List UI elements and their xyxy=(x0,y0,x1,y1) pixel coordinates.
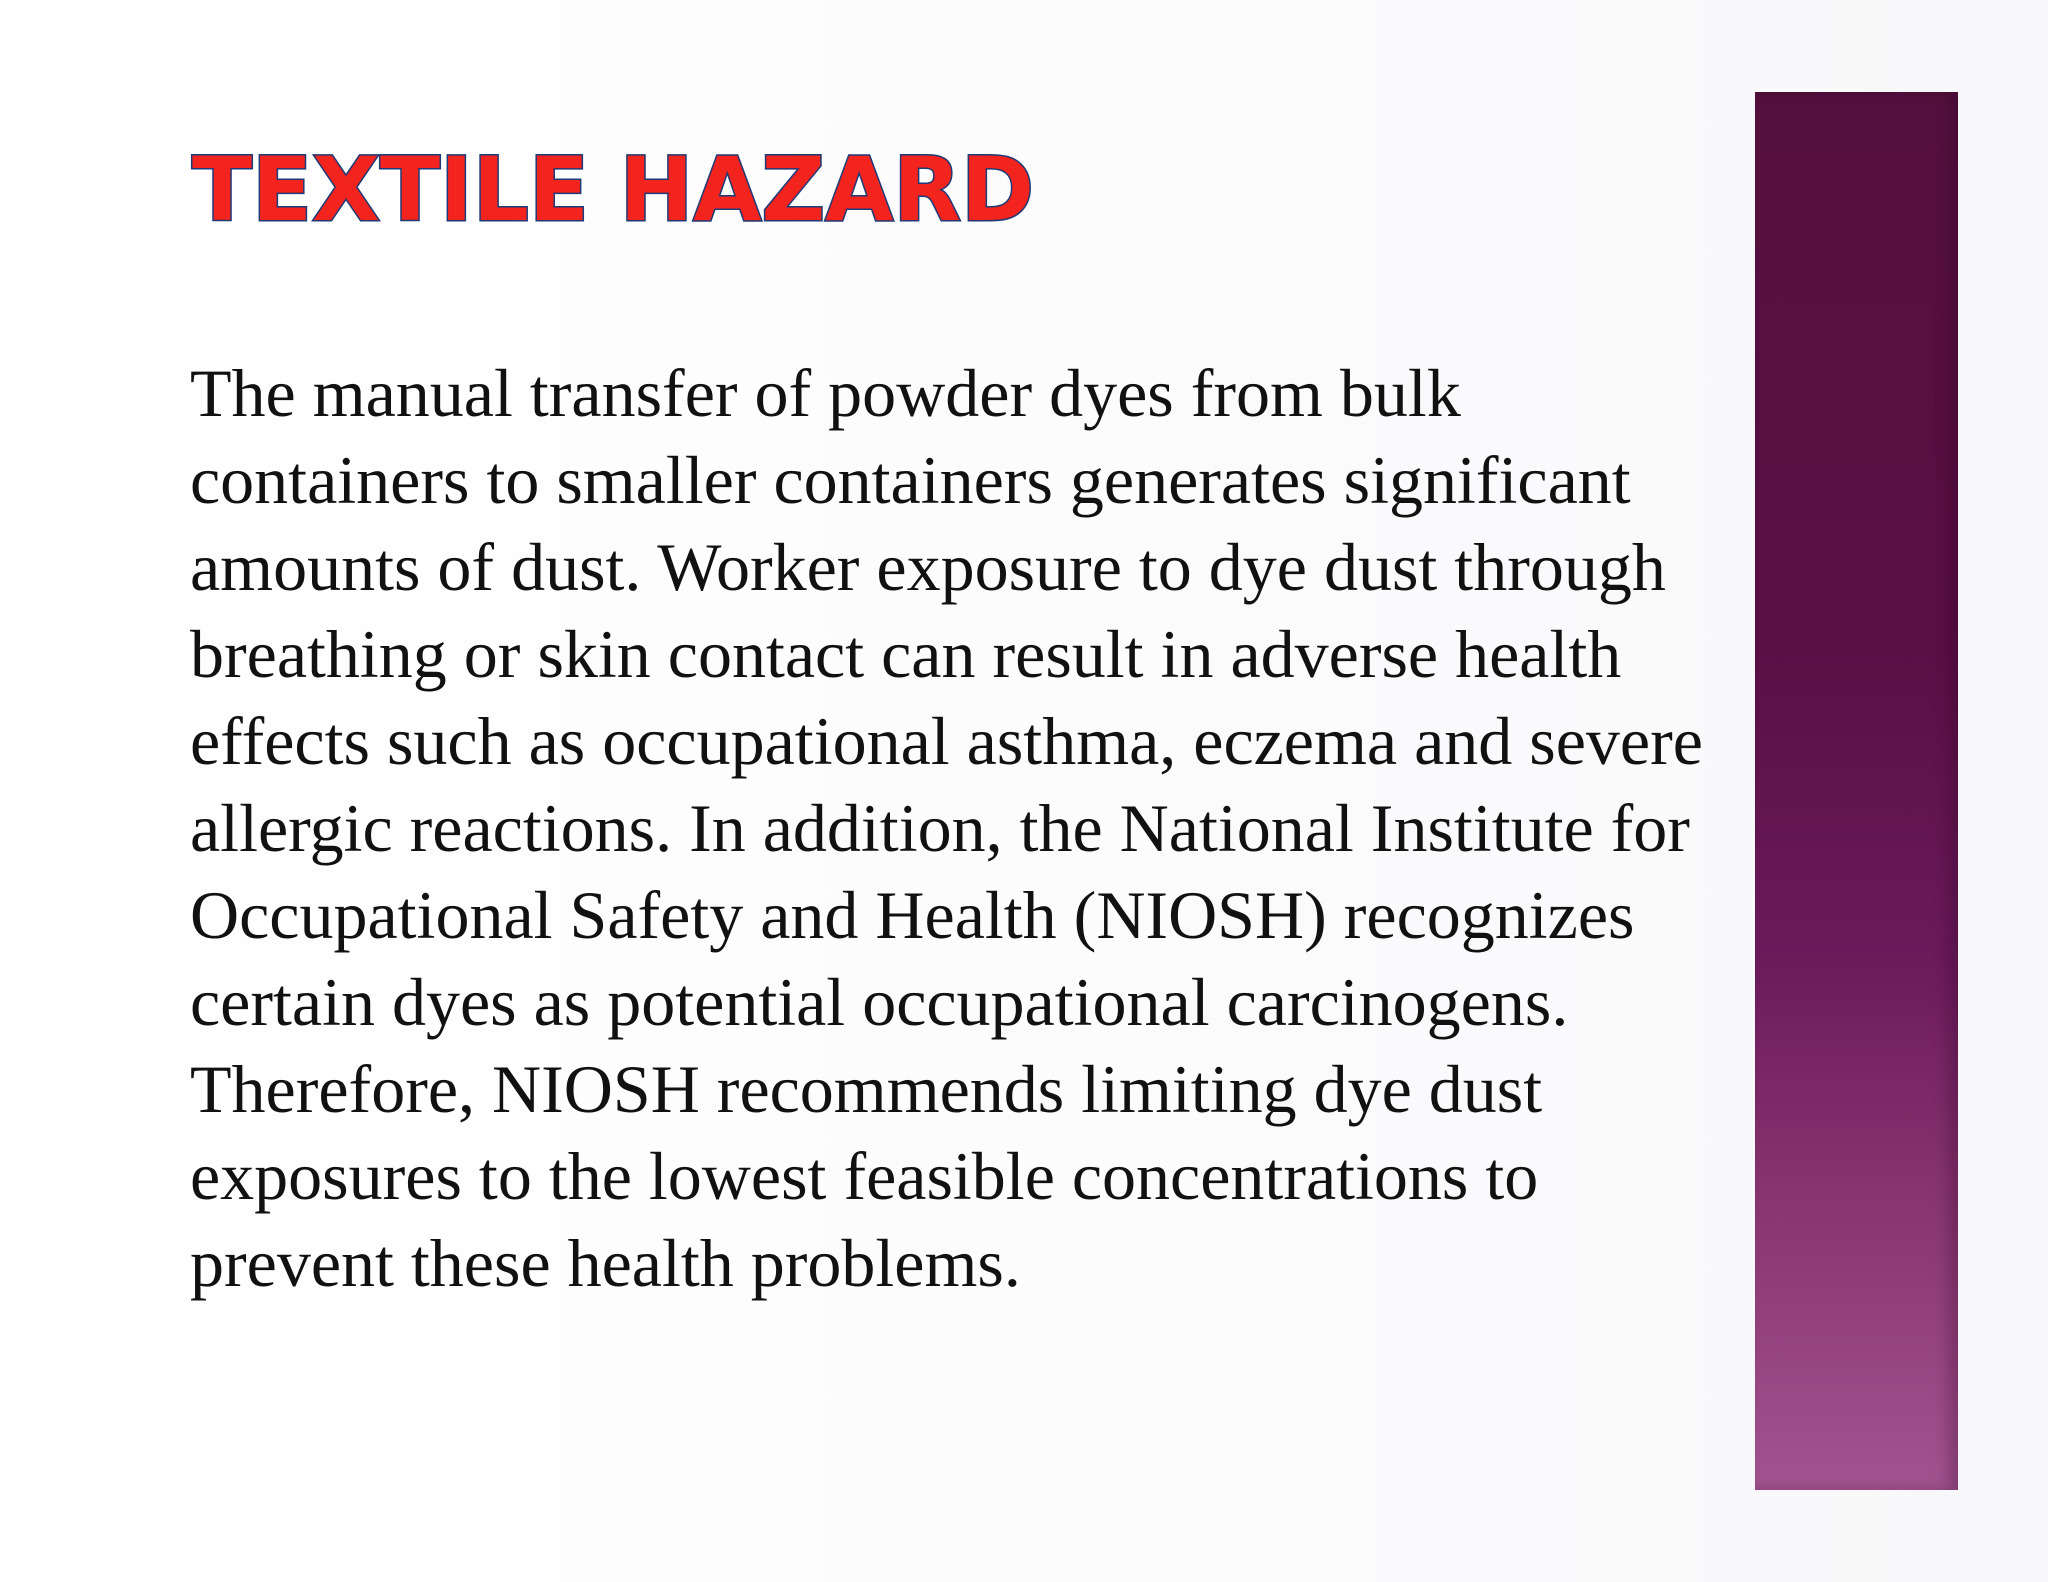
body-line: The manual transfer of powder dyes from bulk xyxy=(190,355,1461,431)
body-line: breathing or skin contact can result in adverse health xyxy=(190,616,1622,692)
body-line: allergic reactions. In addition, the National Institute for xyxy=(190,790,1690,866)
body-line: Occupational Safety and Health (NIOSH) recognizes xyxy=(190,877,1635,953)
body-line: amounts of dust. Worker exposure to dye dust through xyxy=(190,529,1666,605)
body-line: prevent these health problems. xyxy=(190,1225,1021,1301)
body-line: effects such as occupational asthma, eczema and severe xyxy=(190,703,1703,779)
slide-title: TEXTILE HAZARD xyxy=(192,138,1035,241)
body-line: Therefore, NIOSH recommends limiting dye dust xyxy=(190,1051,1543,1127)
body-line: certain dyes as potential occupational carcinogens. xyxy=(190,964,1569,1040)
body-line: exposures to the lowest feasible concentrations to xyxy=(190,1138,1539,1214)
slide-body-text xyxy=(190,350,1880,1307)
body-line: containers to smaller containers generates significant xyxy=(190,442,1631,518)
